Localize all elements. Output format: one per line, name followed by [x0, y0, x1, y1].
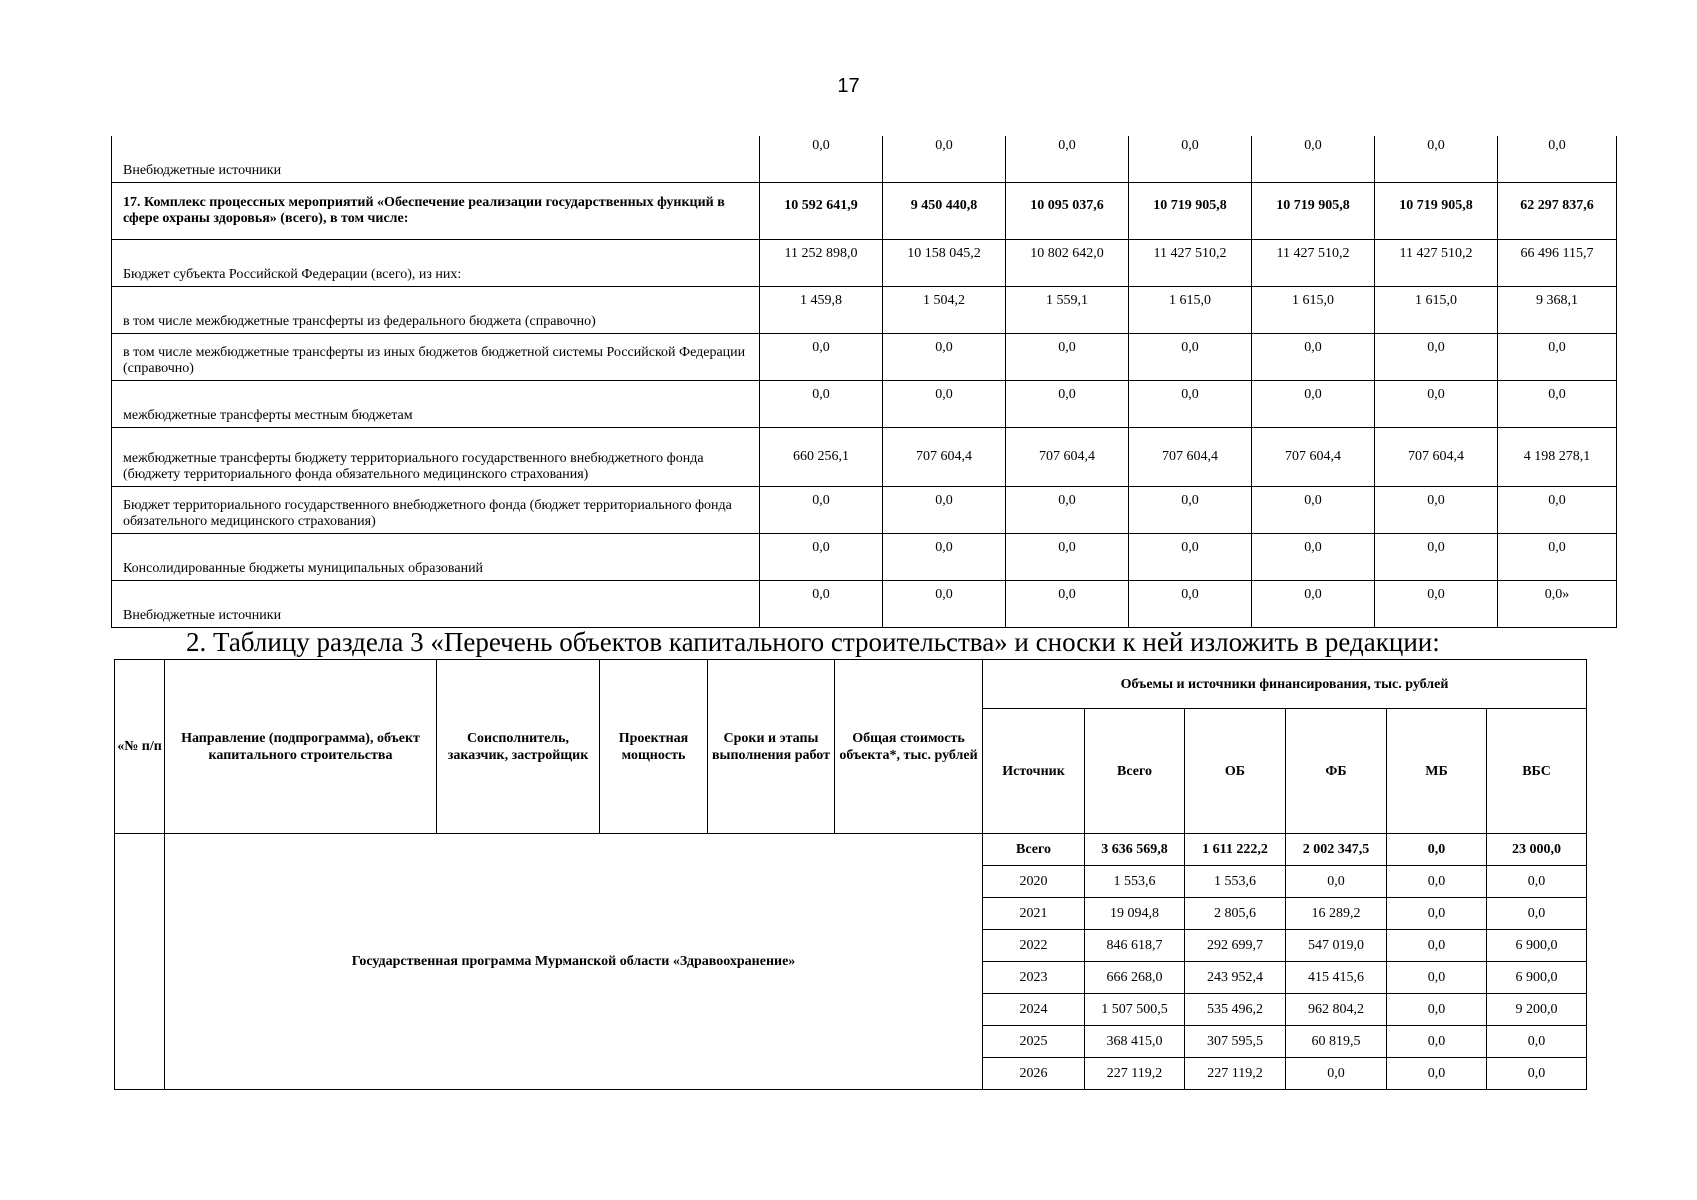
row-value: 10 095 037,6: [1006, 183, 1129, 240]
row-value: 0,0: [883, 487, 1006, 534]
row-value: 0,0: [1375, 381, 1498, 428]
table-row: [112, 487, 1617, 534]
cell-mb: 0,0: [1387, 1058, 1487, 1090]
row-value: 0,0: [883, 581, 1006, 628]
row-value: 0,0: [883, 136, 1006, 183]
header-capacity: Проектная мощность: [600, 660, 708, 834]
page-number: 17: [837, 75, 860, 97]
row-value: 0,0: [1006, 381, 1129, 428]
row-label: в том числе межбюджетные трансферты из иных бюджетов бюджетной системы Российской Федерации (справочно): [112, 334, 760, 381]
row-value: 707 604,4: [1006, 428, 1129, 487]
cell-ob: 2 805,6: [1185, 898, 1286, 930]
cell-ob: 1 553,6: [1185, 866, 1286, 898]
row-value: 707 604,4: [1252, 428, 1375, 487]
header-cost: Общая стоимость объекта*, тыс. рублей: [835, 660, 983, 834]
row-value: 1 615,0: [1252, 287, 1375, 334]
row-value: 0,0: [1498, 534, 1617, 581]
row-value: 0,0: [1252, 487, 1375, 534]
row-value: 0,0: [1498, 381, 1617, 428]
row-value: 9 368,1: [1498, 287, 1617, 334]
cell-total: 846 618,7: [1085, 930, 1185, 962]
row-label: 17. Комплекс процессных мероприятий «Обеспечение реализации государственных функций в сфере охраны здоровья» (всего), в том числе:: [112, 183, 760, 240]
cell-fb: 547 019,0: [1286, 930, 1387, 962]
table-row: [112, 581, 1617, 628]
row-value: 0,0: [1498, 487, 1617, 534]
cell-source: 2020: [983, 866, 1085, 898]
cell-fb: 415 415,6: [1286, 962, 1387, 994]
row-label: Консолидированные бюджеты муниципальных образований: [112, 534, 760, 581]
header-total: Всего: [1085, 709, 1185, 834]
cell-total: 227 119,2: [1085, 1058, 1185, 1090]
cell-ob: 227 119,2: [1185, 1058, 1286, 1090]
header-funding-group: Объемы и источники финансирования, тыс. рублей: [983, 660, 1587, 709]
header-ob: ОБ: [1185, 709, 1286, 834]
cell-ob: 243 952,4: [1185, 962, 1286, 994]
cell-source: 2026: [983, 1058, 1085, 1090]
row-value: 0,0: [1129, 534, 1252, 581]
cell-fb: 962 804,2: [1286, 994, 1387, 1026]
row-value: 0,0: [1252, 581, 1375, 628]
cell-fb: 0,0: [1286, 866, 1387, 898]
row-value: 0,0: [760, 334, 883, 381]
header-source: Источник: [983, 709, 1085, 834]
cell-fb: 16 289,2: [1286, 898, 1387, 930]
row-value: 0,0: [1375, 534, 1498, 581]
row-value: 0,0: [1129, 136, 1252, 183]
table-row: [112, 534, 1617, 581]
row-value: 1 615,0: [1375, 287, 1498, 334]
cell-mb: 0,0: [1387, 930, 1487, 962]
row-value: 10 802 642,0: [1006, 240, 1129, 287]
row-label: межбюджетные трансферты бюджету территориального государственного внебюджетного фонда (бюджету территориального фонда обязательного медицинского страхования): [112, 428, 760, 487]
cell-source: 2022: [983, 930, 1085, 962]
cell-fb: 60 819,5: [1286, 1026, 1387, 1058]
row-value: 1 615,0: [1129, 287, 1252, 334]
table-row: [112, 334, 1617, 381]
row-value: 11 427 510,2: [1252, 240, 1375, 287]
section-instruction-heading: 2. Таблицу раздела 3 «Перечень объектов капитального строительства» и сноски к ней изложить в редакции:: [186, 627, 1440, 657]
cell-fb: 0,0: [1286, 1058, 1387, 1090]
row-label: межбюджетные трансферты местным бюджетам: [112, 381, 760, 428]
table-row: [112, 183, 1617, 240]
row-value: 11 252 898,0: [760, 240, 883, 287]
row-value: 0,0: [883, 534, 1006, 581]
header-vbs: ВБС: [1487, 709, 1587, 834]
row-value: 0,0: [1006, 581, 1129, 628]
row-value: 707 604,4: [1375, 428, 1498, 487]
cell-mb: 0,0: [1387, 1026, 1487, 1058]
row-value: 11 427 510,2: [1375, 240, 1498, 287]
row-value: 0,0: [760, 581, 883, 628]
capital-construction-table: [114, 659, 1587, 1090]
cell-mb: 0,0: [1387, 898, 1487, 930]
row-value: 0,0: [883, 334, 1006, 381]
cell-vbs: 6 900,0: [1487, 930, 1587, 962]
row-value: 0,0: [1006, 487, 1129, 534]
row-label: Внебюджетные источники: [112, 581, 760, 628]
row-value: 660 256,1: [760, 428, 883, 487]
header-mb: МБ: [1387, 709, 1487, 834]
row-value: 0,0: [883, 381, 1006, 428]
row-value: 0,0: [760, 534, 883, 581]
cell-total: 1 553,6: [1085, 866, 1185, 898]
row-value: 0,0: [1129, 581, 1252, 628]
cell-vbs: 0,0: [1487, 1058, 1587, 1090]
row-value: 10 719 905,8: [1129, 183, 1252, 240]
cell-source: Всего: [983, 834, 1085, 866]
table-row: [112, 287, 1617, 334]
cell-source: 2025: [983, 1026, 1085, 1058]
cell-ob: 307 595,5: [1185, 1026, 1286, 1058]
row-value: 0,0: [760, 487, 883, 534]
row-value: 0,0: [1252, 381, 1375, 428]
header-fb: ФБ: [1286, 709, 1387, 834]
row-value: 0,0»: [1498, 581, 1617, 628]
cell-vbs: 0,0: [1487, 898, 1587, 930]
cell-vbs: 0,0: [1487, 1026, 1587, 1058]
row-value: 10 719 905,8: [1375, 183, 1498, 240]
row-value: 1 559,1: [1006, 287, 1129, 334]
row-value: 0,0: [1498, 334, 1617, 381]
row-value: 707 604,4: [883, 428, 1006, 487]
row-value: 0,0: [1252, 534, 1375, 581]
row-value: 10 592 641,9: [760, 183, 883, 240]
header-terms: Сроки и этапы выполнения работ: [708, 660, 835, 834]
cell-total: 666 268,0: [1085, 962, 1185, 994]
row-value: 66 496 115,7: [1498, 240, 1617, 287]
cell-total: 3 636 569,8: [1085, 834, 1185, 866]
row-number-cell: [115, 834, 165, 1090]
row-value: 11 427 510,2: [1129, 240, 1252, 287]
cell-vbs: 9 200,0: [1487, 994, 1587, 1026]
cell-total: 19 094,8: [1085, 898, 1185, 930]
table-row: [112, 381, 1617, 428]
row-value: 4 198 278,1: [1498, 428, 1617, 487]
row-label: в том числе межбюджетные трансферты из федерального бюджета (справочно): [112, 287, 760, 334]
row-value: 0,0: [1498, 136, 1617, 183]
cell-mb: 0,0: [1387, 962, 1487, 994]
row-value: 62 297 837,6: [1498, 183, 1617, 240]
row-value: 0,0: [1129, 487, 1252, 534]
cell-ob: 535 496,2: [1185, 994, 1286, 1026]
row-value: 0,0: [1006, 534, 1129, 581]
cell-source: 2021: [983, 898, 1085, 930]
cell-vbs: 6 900,0: [1487, 962, 1587, 994]
cell-source: 2024: [983, 994, 1085, 1026]
cell-source: 2023: [983, 962, 1085, 994]
row-value: 0,0: [1006, 334, 1129, 381]
cell-mb: 0,0: [1387, 834, 1487, 866]
cell-mb: 0,0: [1387, 866, 1487, 898]
row-value: 1 504,2: [883, 287, 1006, 334]
header-executor: Соисполнитель, заказчик, застройщик: [437, 660, 600, 834]
row-value: 0,0: [760, 136, 883, 183]
row-value: 0,0: [1375, 581, 1498, 628]
cell-total: 1 507 500,5: [1085, 994, 1185, 1026]
row-value: 0,0: [760, 381, 883, 428]
row-value: 10 719 905,8: [1252, 183, 1375, 240]
table-row: [112, 240, 1617, 287]
row-label: Бюджет субъекта Российской Федерации (всего), из них:: [112, 240, 760, 287]
row-value: 0,0: [1129, 381, 1252, 428]
row-value: 10 158 045,2: [883, 240, 1006, 287]
cell-fb: 2 002 347,5: [1286, 834, 1387, 866]
row-value: 9 450 440,8: [883, 183, 1006, 240]
row-value: 0,0: [1375, 334, 1498, 381]
row-value: 0,0: [1252, 334, 1375, 381]
row-value: 0,0: [1006, 136, 1129, 183]
row-value: 0,0: [1375, 487, 1498, 534]
row-label: Внебюджетные источники: [112, 136, 760, 183]
cell-vbs: 0,0: [1487, 866, 1587, 898]
row-value: 707 604,4: [1129, 428, 1252, 487]
cell-vbs: 23 000,0: [1487, 834, 1587, 866]
cell-total: 368 415,0: [1085, 1026, 1185, 1058]
row-label: Бюджет территориального государственного внебюджетного фонда (бюджет территориального фонда обязательного медицинского страхования): [112, 487, 760, 534]
row-value: 0,0: [1252, 136, 1375, 183]
table-row: [115, 834, 1587, 866]
table-row: [112, 428, 1617, 487]
cell-ob: 292 699,7: [1185, 930, 1286, 962]
cell-mb: 0,0: [1387, 994, 1487, 1026]
table-row: [112, 136, 1617, 183]
header-direction: Направление (подпрограмма), объект капитального строительства: [165, 660, 437, 834]
row-value: 0,0: [1129, 334, 1252, 381]
header-num: «№ п/п: [115, 660, 165, 834]
cell-ob: 1 611 222,2: [1185, 834, 1286, 866]
program-name: Государственная программа Мурманской области «Здравоохранение»: [165, 834, 983, 1090]
row-value: 0,0: [1375, 136, 1498, 183]
row-value: 1 459,8: [760, 287, 883, 334]
funding-continuation-table: [111, 136, 1617, 628]
